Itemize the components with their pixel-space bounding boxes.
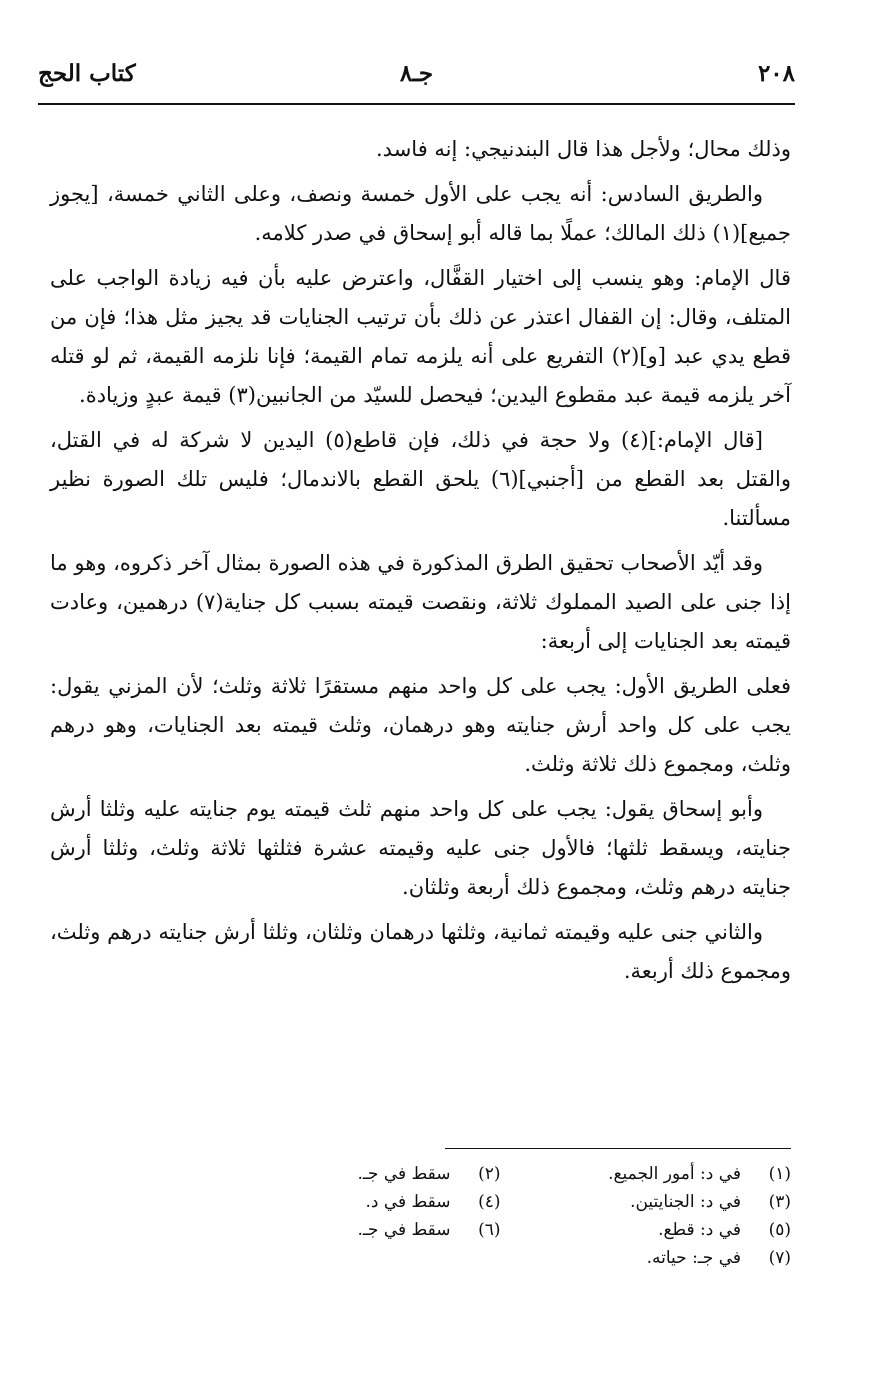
footnote-text: سقط في جـ.: [357, 1164, 451, 1184]
volume-label: جـ٨: [399, 60, 434, 87]
footnote-number: (١): [768, 1164, 791, 1184]
paragraph: والطريق السادس: أنه يجب على الأول خمسة ونصف، وعلى الثاني خمسة، [يجوز جميع](١) ذلك المالك؛ عملًا بما قاله أبو إسحاق في صدر كلامه.: [50, 182, 791, 245]
footnote-number: (٦): [478, 1220, 501, 1240]
footnote: [561, 1244, 792, 1272]
running-header: [38, 60, 795, 100]
footnote-text: في جـ: حياته.: [646, 1248, 741, 1268]
paragraph: وقد أيّد الأصحاب تحقيق الطرق المذكورة في هذه الصورة بمثال آخر ذكروه، وهو ما إذا جنى على الصيد المملوك ثلاثة، ونقصت قيمته بسبب كل جناية(٧) درهمين، وعادت قيمته بعد الجنايات إلى أربعة:: [50, 551, 791, 653]
book-title: كتاب الحج: [38, 60, 136, 87]
footnote-number: (٤): [478, 1192, 501, 1212]
paragraph: قال الإمام: وهو ينسب إلى اختيار القفَّال، واعترض عليه بأن فيه زيادة الواجب على المتلف، وقال: إن القفال اعتذر عن ذلك بأن ترتيب الجنايات قد يجيز مثل هذا؛ فإن من قطع يدي عبد [و](٢) التفريع على أنه يلزمه تمام القيمة؛ فإنا نلزمه القيمة، ثم لو قتله آخر يلزمه قيمة عبد مقطوع اليدين؛ فيحصل للسيّد من الجانبين(٣) قيمة عبدٍ وزيادة.: [50, 266, 791, 407]
footnote-text: في د: الجنايتين.: [630, 1192, 741, 1212]
main-text: [50, 130, 791, 997]
footnote-number: (٣): [768, 1192, 791, 1212]
footnote-divider: [445, 1148, 791, 1149]
footnote-text: في د: قطع.: [658, 1220, 741, 1240]
paragraph: فعلى الطريق الأول: يجب على كل واحد منهم مستقرًا ثلاثة وثلث؛ لأن المزني يقول: يجب على كل واحد أرش جنايته وهو درهمان، وثلث قيمته بعد الجنايات، وهو درهم وثلث، ومجموع ذلك ثلاثة وثلث.: [50, 674, 791, 776]
paragraph: وذلك محال؛ ولأجل هذا قال البندنيجي: إنه فاسد.: [376, 137, 791, 161]
footnote-number: (٧): [768, 1248, 791, 1268]
footnote: [270, 1216, 501, 1244]
footnote: [561, 1160, 792, 1188]
footnote-text: سقط في د.: [365, 1192, 451, 1212]
footnote: [270, 1188, 501, 1216]
footnote-text: سقط في جـ.: [357, 1220, 451, 1240]
page-number: ٢٠٨: [757, 60, 795, 87]
paragraph: وأبو إسحاق يقول: يجب على كل واحد منهم ثلث قيمته يوم جنايته عليه وثلثا أرش جنايته، ويسقط ثلثها؛ فالأول جنى عليه وقيمته عشرة فثلثها ثلاثة وثلث، وثلثا أرش جنايته درهم وثلث، ومجموع ذلك أربعة وثلثان.: [50, 797, 791, 899]
header-divider: [38, 103, 795, 105]
paragraph: [قال الإمام:](٤) ولا حجة في ذلك، فإن قاطع(٥) اليدين لا شركة له في القتل، والقتل بعد القطع من [أجنبي](٦) يلحق القطع بالاندمال؛ فليس تلك الصورة نظير مسألتنا.: [50, 428, 791, 530]
footnote-text: في د: أمور الجميع.: [608, 1164, 741, 1184]
footnotes: [270, 1160, 791, 1272]
footnote: [270, 1160, 501, 1188]
footnote-number: (٢): [478, 1164, 501, 1184]
footnote: [561, 1216, 792, 1244]
footnote: [561, 1188, 792, 1216]
paragraph: والثاني جنى عليه وقيمته ثمانية، وثلثها درهمان وثلثان، وثلثا أرش جنايته درهم وثلث، ومجموع ذلك أربعة.: [50, 920, 791, 983]
footnote-number: (٥): [768, 1220, 791, 1240]
